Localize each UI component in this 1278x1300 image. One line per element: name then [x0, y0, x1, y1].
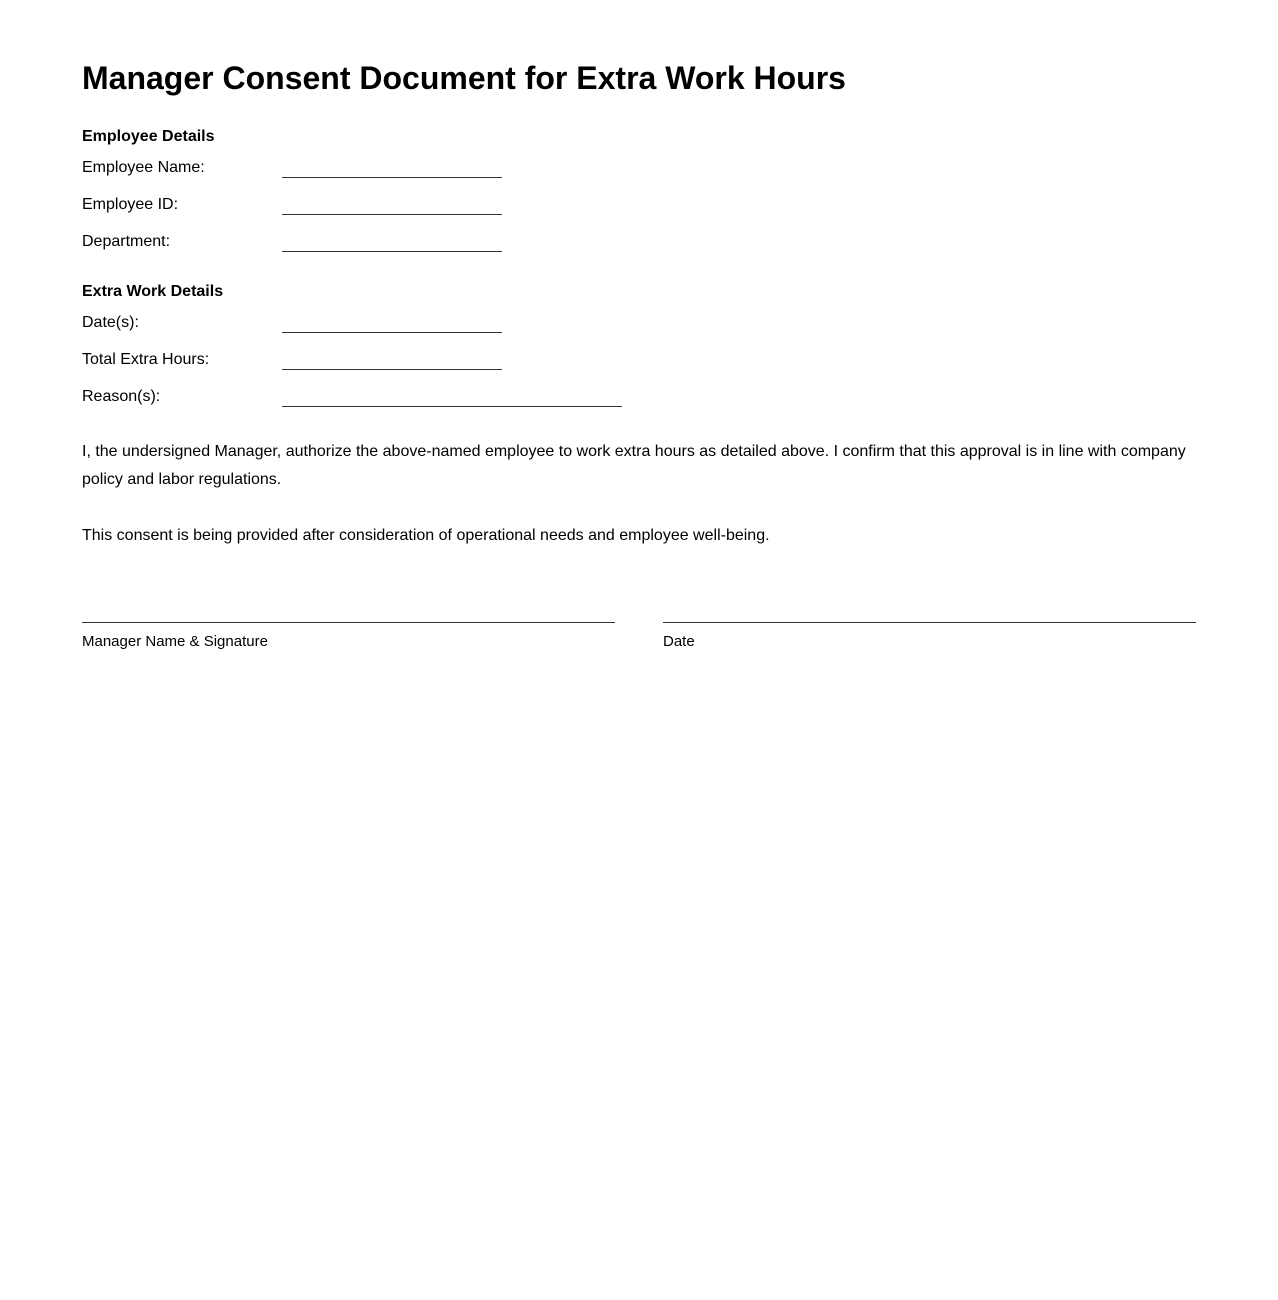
- date-signature-line[interactable]: [663, 622, 1196, 623]
- dates-label: Date(s):: [82, 314, 139, 331]
- department-row: [82, 232, 782, 256]
- employee-details-heading: Employee Details: [82, 128, 215, 145]
- employee-id-label: Employee ID:: [82, 196, 179, 213]
- total-extra-hours-label: Total Extra Hours:: [82, 351, 210, 368]
- total-extra-hours-row: [82, 350, 782, 374]
- reasons-row: [82, 387, 782, 411]
- department-label: Department:: [82, 233, 171, 250]
- document-title: Manager Consent Document for Extra Work Hours: [82, 60, 846, 96]
- extra-work-details-heading: Extra Work Details: [82, 283, 224, 300]
- consideration-statement: This consent is being provided after consideration of operational needs and employee well-being.: [82, 527, 770, 544]
- employee-id-row: [82, 195, 782, 219]
- employee-name-label: Employee Name:: [82, 159, 205, 176]
- manager-signature-line[interactable]: [82, 622, 615, 623]
- department-field[interactable]: [282, 251, 502, 252]
- dates-field[interactable]: [282, 332, 502, 333]
- manager-signature-block: [82, 622, 615, 651]
- employee-name-row: [82, 158, 782, 182]
- dates-row: [82, 313, 782, 337]
- employee-name-field[interactable]: [282, 177, 502, 178]
- authorization-statement: I, the undersigned Manager, authorize the above-named employee to work extra hours as detailed above. I confirm that this approval is in line with company policy and labor regulations.: [82, 443, 1186, 488]
- total-extra-hours-field[interactable]: [282, 369, 502, 370]
- reasons-label: Reason(s):: [82, 388, 161, 405]
- date-signature-label: Date: [663, 633, 695, 650]
- date-signature-block: [663, 622, 1196, 651]
- manager-signature-label: Manager Name & Signature: [82, 633, 268, 650]
- employee-id-field[interactable]: [282, 214, 502, 215]
- reasons-field[interactable]: [282, 406, 622, 407]
